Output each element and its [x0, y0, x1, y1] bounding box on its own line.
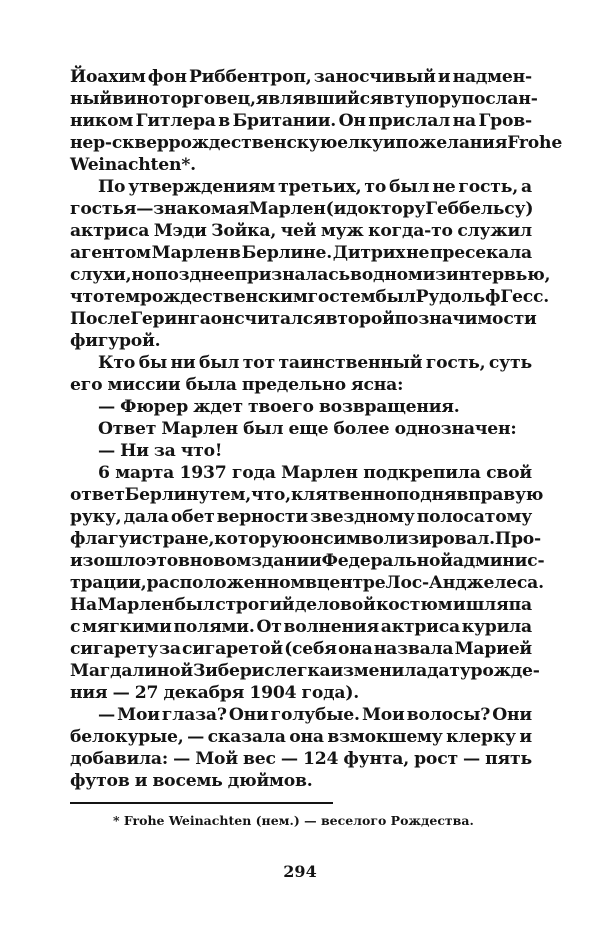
text-line [70, 66, 532, 88]
text-line [70, 528, 541, 550]
word: прислал [368, 111, 451, 131]
word: ту [394, 89, 416, 109]
word: — [187, 727, 205, 747]
word: шляпа [465, 595, 532, 615]
word: таинственный [278, 353, 423, 373]
word: ответ [70, 485, 125, 505]
word: новом [189, 551, 252, 571]
word: дала [123, 507, 169, 527]
word: рождественскую [168, 133, 338, 153]
word: третьих, [278, 177, 362, 197]
word: центре [316, 573, 386, 593]
word: полями. [173, 617, 255, 637]
text-line [70, 704, 532, 726]
word: Рудольф [415, 287, 501, 307]
word: По [98, 177, 126, 197]
word: муж [320, 221, 364, 241]
text-line [70, 110, 532, 132]
text-line [70, 154, 532, 176]
word: трации, [70, 573, 147, 593]
word: Ни [120, 441, 149, 461]
word: Кто [98, 353, 136, 373]
paragraph [70, 462, 545, 704]
word: второй [325, 309, 395, 329]
word: обет [170, 507, 215, 527]
word: стране, [141, 529, 215, 549]
word: и [129, 529, 142, 549]
word: Геринга [130, 309, 211, 329]
word: нер-сквер [70, 133, 169, 153]
word: ный [70, 89, 112, 109]
word: и [251, 661, 265, 681]
word: чей [280, 221, 317, 241]
word: послан- [461, 89, 538, 109]
word: елку [337, 133, 383, 153]
word: футов [70, 771, 130, 791]
word: Зойка, [211, 221, 277, 241]
word: Ответ [98, 419, 157, 439]
word: ния [70, 683, 108, 703]
word: взмокшему [327, 727, 443, 747]
word: — [98, 397, 115, 417]
word: сигарету [70, 639, 158, 659]
word: Геббельсу) [425, 199, 534, 219]
text-line [70, 396, 532, 418]
word: но [131, 265, 156, 285]
word: Йоахим [70, 67, 146, 87]
word: гостья [70, 199, 137, 219]
word: здании [251, 551, 322, 571]
paragraph [70, 176, 551, 352]
paragraph [70, 352, 532, 396]
word: ясна: [350, 375, 404, 395]
word: сказала [207, 727, 286, 747]
word: слегка [264, 661, 331, 681]
word: Frohe [507, 133, 563, 153]
word: голубые. [270, 705, 360, 725]
word: символизировал. [323, 529, 495, 549]
word: Марлен [281, 463, 358, 483]
word: года [231, 463, 276, 483]
word: марта [115, 463, 175, 483]
word: От [256, 617, 282, 637]
word: глаза? [161, 705, 227, 725]
word: знакомая [153, 199, 250, 219]
word: в [218, 111, 231, 131]
word: правую [468, 485, 544, 505]
paragraph [70, 440, 532, 462]
paragraph [70, 418, 532, 440]
word: сигаретой [181, 639, 283, 659]
paragraph [70, 396, 532, 418]
word: дюймов. [227, 771, 313, 791]
word: миссии [107, 375, 181, 395]
text-line [70, 374, 532, 396]
word: был [174, 595, 215, 615]
word: рожде- [470, 661, 540, 681]
word: виноторговец, [111, 89, 256, 109]
word: призналась [234, 265, 350, 285]
word: подняв [396, 485, 469, 505]
word: надмен- [452, 67, 532, 87]
word: года). [301, 683, 360, 703]
word: Они [228, 705, 269, 725]
text-line [70, 638, 532, 660]
word: утверждениям [128, 177, 276, 197]
word: однозначен: [394, 419, 517, 439]
word: предельно [241, 375, 346, 395]
word: гость, [458, 177, 518, 197]
word: Фюрер [120, 397, 189, 417]
word: с [70, 617, 81, 637]
word: что! [180, 441, 223, 461]
word: значимости [418, 309, 537, 329]
word: Марией [454, 639, 532, 659]
word: которую [214, 529, 300, 549]
word: костюм [376, 595, 453, 615]
word: и [452, 595, 466, 615]
text-line [70, 132, 563, 154]
text-line [70, 308, 537, 330]
word: возвращения. [318, 397, 460, 417]
word: — [280, 749, 298, 769]
word: Зибер [192, 661, 252, 681]
word: Дитрих [332, 243, 406, 263]
text-line [70, 330, 532, 352]
word: на [452, 111, 476, 131]
word: Про- [494, 529, 541, 549]
paragraph [70, 704, 532, 792]
word: в [229, 243, 241, 263]
word: ни [170, 353, 196, 373]
word: (себя [284, 639, 337, 659]
word: 6 [98, 463, 110, 483]
footnote: * Frohe Weinachten (нем.) — веселого Рождества. [113, 813, 474, 828]
word: Он [338, 111, 366, 131]
paragraph [70, 66, 563, 176]
word: Гесс. [500, 287, 550, 307]
word: не [406, 243, 430, 263]
word: — [173, 749, 191, 769]
word: Мой [195, 749, 238, 769]
word: Лос-Анджелеса. [385, 573, 544, 593]
word: После [70, 309, 131, 329]
word: Риббентроп, [188, 67, 312, 87]
word: актриса [70, 221, 150, 241]
word: изошло [70, 551, 147, 571]
text-line [70, 572, 544, 594]
word: не [432, 177, 456, 197]
text-line [70, 726, 532, 748]
word: он [210, 309, 235, 329]
word: мягкими [82, 617, 172, 637]
word: расположенном [146, 573, 306, 593]
word: тем, [209, 485, 252, 505]
word: свой [486, 463, 532, 483]
text-line [70, 660, 540, 682]
word: рождественским [140, 287, 308, 307]
text-line [70, 88, 538, 110]
word: подкрепила [363, 463, 481, 483]
word: ником [70, 111, 134, 131]
word: звездному [310, 507, 415, 527]
word: твоего [247, 397, 314, 417]
word: изменила [330, 661, 428, 681]
word: еще [288, 419, 329, 439]
word: На [70, 595, 97, 615]
word: Федеральной [321, 551, 453, 571]
word: и [519, 727, 532, 747]
word: был [243, 419, 284, 439]
word: был [389, 177, 430, 197]
word: суть [488, 353, 532, 373]
word: то [364, 177, 387, 197]
word: когда-то [368, 221, 453, 241]
word: админис- [452, 551, 545, 571]
word: гостем [307, 287, 376, 307]
word: пору [415, 89, 462, 109]
word: фунта, [343, 749, 409, 769]
text-line [70, 770, 532, 792]
word: фон [147, 67, 187, 87]
word: Марлен [97, 595, 175, 615]
word: слухи, [70, 265, 132, 285]
word: тем [104, 287, 141, 307]
text-line [70, 198, 532, 220]
text-line [70, 484, 544, 506]
text-line [70, 616, 532, 638]
word: декабря [163, 683, 245, 703]
text-line [70, 550, 545, 572]
word: была [185, 375, 237, 395]
word: 27 [134, 683, 159, 703]
word: считался [234, 309, 326, 329]
text-line [70, 264, 551, 286]
text-line [70, 748, 532, 770]
word: флагу [70, 529, 130, 549]
word: по [394, 309, 419, 329]
word: Марлен [249, 199, 326, 219]
word: за [159, 639, 181, 659]
word: его [70, 375, 103, 395]
word: — [112, 683, 130, 703]
text-line [70, 352, 532, 374]
word: ждет [193, 397, 243, 417]
word: гость, [425, 353, 486, 373]
word: а [520, 177, 532, 197]
word: Марлен [161, 419, 238, 439]
text-line [70, 462, 532, 484]
word: Берлине. [241, 243, 332, 263]
word: дату [427, 661, 471, 681]
word: белокурые, [70, 727, 184, 747]
text-line [70, 594, 532, 616]
word: 1904 [249, 683, 297, 703]
word: и [437, 67, 451, 87]
word: деловой [294, 595, 376, 615]
word: служил [457, 221, 532, 241]
word: в [349, 265, 362, 285]
word: она [289, 727, 324, 747]
word: интервью, [445, 265, 551, 285]
word: и [134, 771, 148, 791]
word: что [70, 287, 105, 307]
word: рост [414, 749, 458, 769]
word: Мэди [153, 221, 207, 241]
word: курила [461, 617, 532, 637]
word: в [305, 573, 317, 593]
word: пять [485, 749, 532, 769]
word: клерку [446, 727, 516, 747]
text-line [70, 220, 532, 242]
footnote-divider [70, 802, 333, 804]
word: фигурой. [70, 331, 161, 351]
text-line [70, 418, 532, 440]
word: верности [216, 507, 308, 527]
word: Мои [361, 705, 405, 725]
word: она [337, 639, 373, 659]
word: был [198, 353, 240, 373]
word: 1937 [179, 463, 227, 483]
word: он [299, 529, 324, 549]
word: — [136, 199, 154, 219]
word: бы [138, 353, 167, 373]
word: восемь [152, 771, 223, 791]
word: одном [361, 265, 423, 285]
word: — [98, 705, 115, 725]
word: более [333, 419, 390, 439]
word: строгий [215, 595, 295, 615]
word: Гров- [478, 111, 532, 131]
word: 124 [302, 749, 339, 769]
word: — [463, 749, 481, 769]
word: полосатому [416, 507, 532, 527]
word: волосы? [406, 705, 491, 725]
text-line [70, 176, 532, 198]
text-line [70, 506, 532, 528]
word: доктору [346, 199, 426, 219]
word: назвала [373, 639, 454, 659]
word: агентом [70, 243, 151, 263]
word: актриса [380, 617, 460, 637]
word: в [382, 89, 395, 109]
word: — [98, 441, 115, 461]
word: волнения [283, 617, 379, 637]
word: Берлину [124, 485, 210, 505]
word: заносчивый [313, 67, 436, 87]
text-line [70, 242, 532, 264]
body-text [70, 66, 563, 792]
word: Британии. [232, 111, 337, 131]
word: из [422, 265, 446, 285]
word: и [382, 133, 396, 153]
word: клятвенно [290, 485, 397, 505]
word: в [178, 551, 190, 571]
word: Weinachten*. [70, 155, 196, 175]
word: пресекала [430, 243, 532, 263]
word: был [375, 287, 416, 307]
word: Гитлера [135, 111, 216, 131]
text-line [70, 682, 532, 704]
word: позднее [155, 265, 235, 285]
word: вес [242, 749, 276, 769]
word: Они [492, 705, 532, 725]
text-line [70, 440, 532, 462]
word: руку, [70, 507, 122, 527]
word: добавила: [70, 749, 169, 769]
word: Марлен [151, 243, 229, 263]
word: пожелания [395, 133, 508, 153]
word: это [146, 551, 179, 571]
word: Магдалиной [70, 661, 193, 681]
text-line [70, 286, 550, 308]
word: являвшийся [255, 89, 383, 109]
word: что, [251, 485, 291, 505]
word: (и [325, 199, 347, 219]
word: за [153, 441, 176, 461]
word: Мои [117, 705, 160, 725]
page-number: 294 [283, 862, 317, 881]
word: тот [242, 353, 275, 373]
